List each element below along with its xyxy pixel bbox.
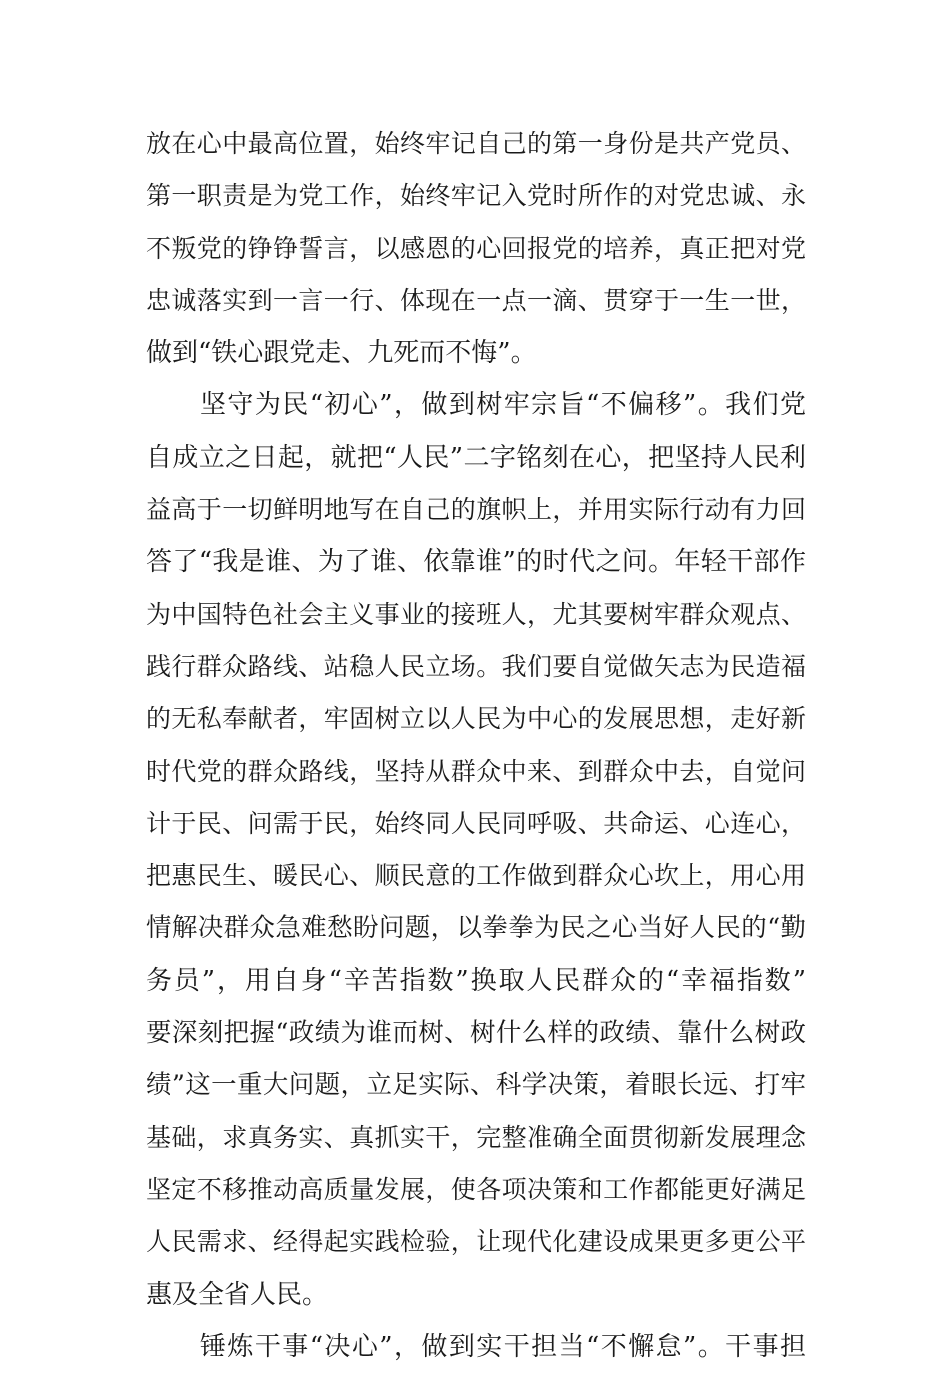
- text-line: 要深刻把握“政绩为谁而树、树什么样的政绩、靠什么树政: [146, 1018, 806, 1049]
- text-line: 答了“我是谁、为了谁、依靠谁”的时代之问。年轻干部作: [146, 547, 806, 578]
- text-line: 坚定不移推动高质量发展，使各项决策和工作都能更好满足: [146, 1174, 806, 1204]
- text-line: 计于民、问需于民，始终同人民同呼吸、共命运、心连心，: [146, 808, 806, 838]
- text-line: 人民需求、经得起实践检验，让现代化建设成果更多更公平: [146, 1227, 806, 1257]
- text-line: 把惠民生、暖民心、顺民意的工作做到群众心坎上，用心用: [146, 861, 806, 891]
- text-line: 为中国特色社会主义事业的接班人，尤其要树牢群众观点、: [146, 599, 806, 629]
- text-line: 自成立之日起，就把“人民”二字铭刻在心，把坚持人民利: [146, 442, 806, 473]
- text-line: 的无私奉献者，牢固树立以人民为中心的发展思想，走好新: [146, 704, 806, 734]
- text-line: 做到“铁心跟党走、九死而不悔”。: [146, 338, 537, 369]
- text-line: 践行群众路线、站稳人民立场。我们要自觉做矢志为民造福: [146, 651, 806, 681]
- text-line: 绩”这一重大问题，立足实际、科学决策，着眼长远、打牢: [146, 1070, 806, 1101]
- text-line: 第一职责是为党工作，始终牢记入党时所作的对党忠诚、永: [146, 181, 806, 211]
- text-line: 时代党的群众路线，坚持从群众中来、到群众中去，自觉问: [146, 756, 806, 786]
- text-line: 惠及全省人民。: [146, 1279, 329, 1310]
- paragraph-start-line: 锤炼干事“决心”，做到实干担当“不懈怠”。干事担: [200, 1331, 806, 1362]
- text-line: 务员”，用自身“辛苦指数”换取人民群众的“幸福指数”: [146, 965, 806, 996]
- text-line: 基础，求真务实、真抓实干，完整准确全面贯彻新发展理念: [146, 1122, 806, 1152]
- text-line: 益高于一切鲜明地写在自己的旗帜上，并用实际行动有力回: [146, 495, 806, 525]
- text-line: 情解决群众急难愁盼问题，以拳拳为民之心当好人民的“勤: [146, 913, 806, 944]
- paragraph-start-line: 坚守为民“初心”，做到树牢宗旨“不偏移”。我们党: [200, 390, 806, 421]
- text-line: 放在心中最高位置，始终牢记自己的第一身份是共产党员、: [146, 129, 806, 158]
- body-text: [146, 118, 806, 1373]
- text-line: 不叛党的铮铮誓言，以感恩的心回报党的培养，真正把对党: [146, 233, 806, 263]
- text-line: 忠诚落实到一言一行、体现在一点一滴、贯穿于一生一世，: [146, 285, 806, 315]
